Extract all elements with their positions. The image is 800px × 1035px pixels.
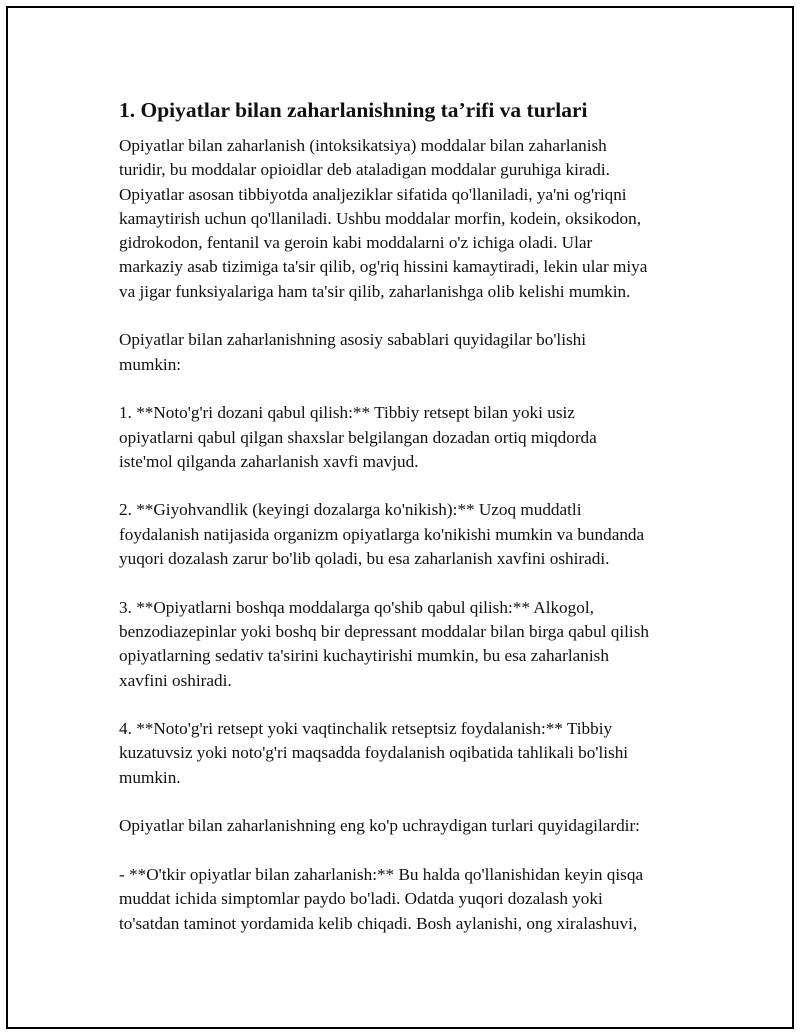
text-line: Opiyatlar bilan zaharlanishning asosiy sabablari quyidagilar bo'lishi [119, 330, 587, 350]
text-line: kamaytirish uchun qo'llaniladi. Ushbu moddalar morfin, kodein, oksikodon, [119, 208, 641, 228]
text-line: mumkin: [119, 354, 182, 374]
text-line: mumkin. [119, 767, 181, 787]
text-line: markaziy asab tizimiga ta'sir qilib, og'riq hissini kamaytiradi, lekin ular miya [119, 257, 648, 277]
text-line: iste'mol qilganda zaharlanish xavfi mavjud. [119, 451, 419, 471]
text-line: xavfini oshiradi. [119, 670, 232, 690]
text-line: benzodiazepinlar yoki boshq bir depressant moddalar bilan birga qabul qilish [119, 621, 649, 641]
document-body [119, 96, 699, 960]
paragraph-definition [119, 134, 699, 304]
paragraph-cause-3 [119, 596, 699, 693]
text-line: Opiyatlar bilan zaharlanishning eng ko'p uchraydigan turlari quyidagilardir: [119, 816, 640, 836]
section-heading: 1. Opiyatlar bilan zaharlanishning ta’rifi va turlari [119, 98, 588, 122]
text-line: yuqori dozalash zarur bo'lib qoladi, bu esa zaharlanish xavfini oshiradi. [119, 549, 610, 569]
text-line: muddat ichida simptomlar paydo bo'ladi. Odatda yuqori dozalash yoki [119, 889, 603, 909]
paragraph-cause-1 [119, 401, 699, 474]
text-line: opiyatlarning sedativ ta'sirini kuchaytirishi mumkin, bu esa zaharlanish [119, 646, 609, 666]
text-line: va jigar funksiyalariga ham ta'sir qilib, zaharlanishga olib kelishi mumkin. [119, 281, 631, 301]
text-line: 4. **Noto'g'ri retsept yoki vaqtinchalik retseptsiz foydalanish:** Tibbiy [119, 719, 613, 739]
text-line: - **O'tkir opiyatlar bilan zaharlanish:** Bu halda qo'llanishidan keyin qisqa [119, 864, 644, 884]
paragraph-cause-2 [119, 498, 699, 571]
paragraph-type-acute [119, 863, 699, 936]
text-line: foydalanish natijasida organizm opiyatlarga ko'nikishi mumkin va bundanda [119, 524, 645, 544]
text-line: 3. **Opiyatlarni boshqa moddalarga qo'shib qabul qilish:** Alkogol, [119, 597, 594, 617]
text-line: 1. **Noto'g'ri dozani qabul qilish:** Tibbiy retsept bilan yoki usiz [119, 403, 575, 423]
text-line: Opiyatlar bilan zaharlanish (intoksikatsiya) moddalar bilan zaharlanish [119, 136, 607, 155]
text-line: to'satdan taminot yordamida kelib chiqadi. Bosh aylanishi, ong xiralashuvi, [119, 913, 638, 933]
text-line: kuzatuvsiz yoki noto'g'ri maqsadda foydalanish oqibatida tahlikali bo'lishi [119, 743, 629, 763]
paragraph-causes-intro [119, 328, 699, 377]
text-line: gidrokodon, fentanil va geroin kabi moddalarni o'z ichiga oladi. Ular [119, 233, 593, 253]
page-frame [6, 6, 794, 1029]
text-line: 2. **Giyohvandlik (keyingi dozalarga ko'nikish):** Uzoq muddatli [119, 500, 582, 520]
paragraph-cause-4 [119, 717, 699, 790]
paragraph-types-intro [119, 814, 699, 838]
text-line: turidir, bu moddalar opioidlar deb ataladigan moddalar guruhiga kiradi. [119, 160, 610, 180]
text-line: Opiyatlar asosan tibbiyotda analjeziklar sifatida qo'llaniladi, ya'ni og'riqni [119, 184, 627, 204]
text-line: opiyatlarni qabul qilgan shaxslar belgilangan dozadan ortiq miqdorda [119, 427, 597, 447]
